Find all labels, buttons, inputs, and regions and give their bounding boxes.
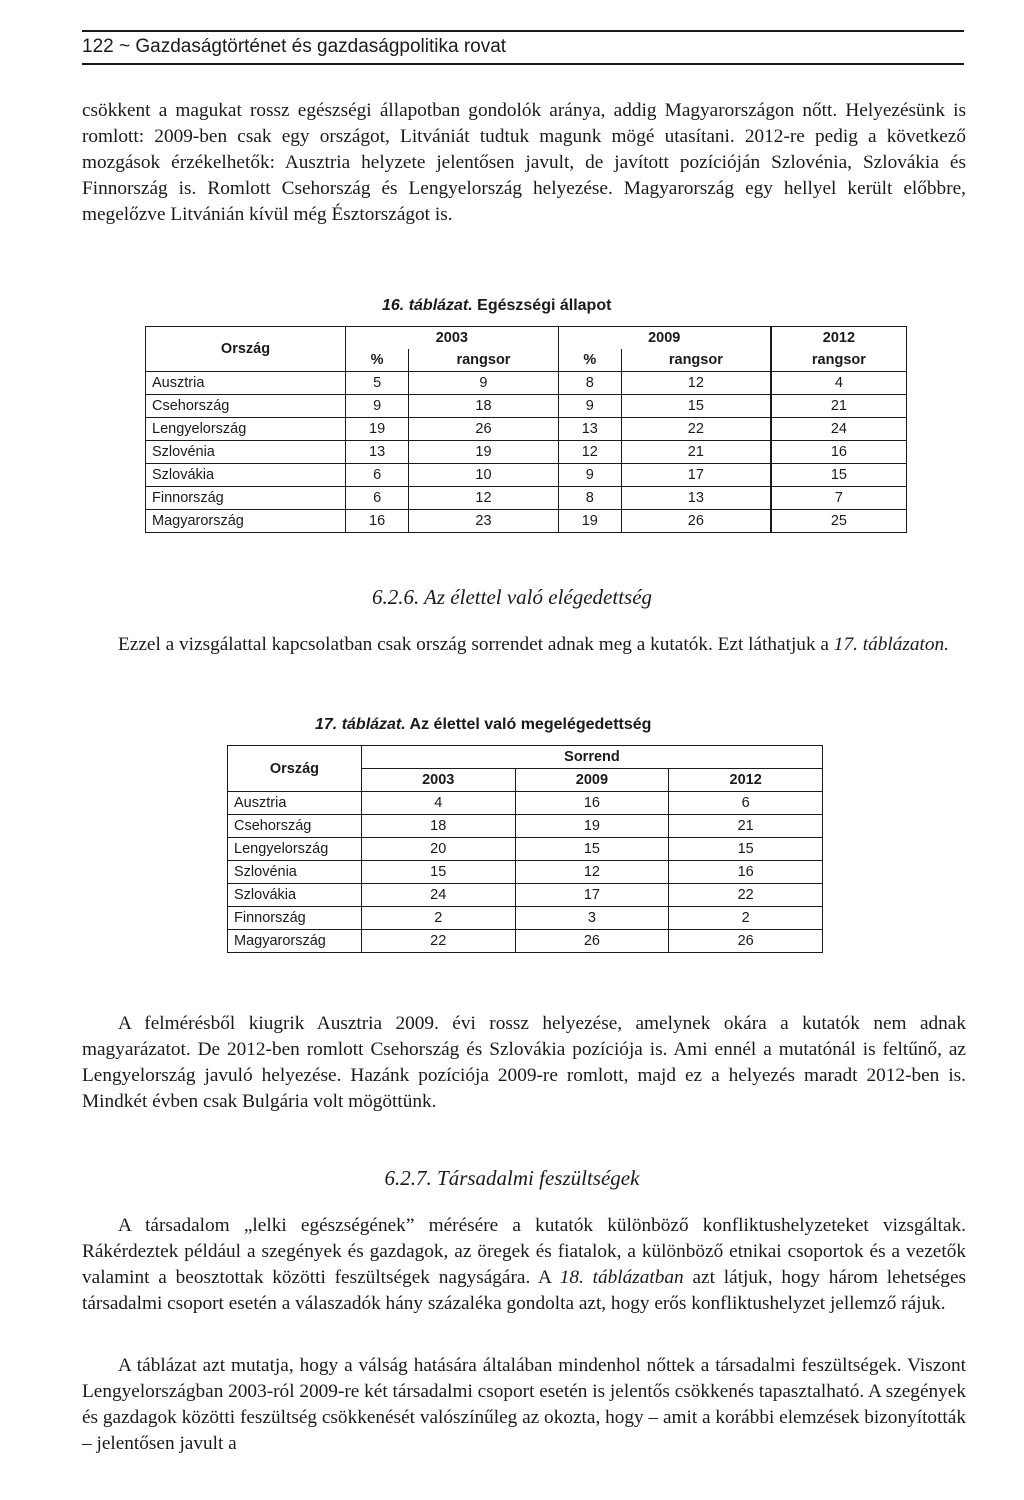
table17-cell-country: Csehország bbox=[228, 815, 362, 838]
table16-cell: 12 bbox=[409, 487, 558, 510]
table17-cell: 21 bbox=[669, 815, 823, 838]
table16-cell: 19 bbox=[558, 510, 621, 533]
table16-cell: 23 bbox=[409, 510, 558, 533]
table16-cell: 26 bbox=[621, 510, 770, 533]
table16-cell: 10 bbox=[409, 464, 558, 487]
table16-cell: 19 bbox=[346, 418, 409, 441]
table16-cell: 17 bbox=[621, 464, 770, 487]
table16-sub-rank-2003: rangsor bbox=[409, 349, 558, 372]
table16-header-2003: 2003 bbox=[346, 327, 559, 350]
table-row bbox=[228, 884, 823, 907]
table16-cell: 7 bbox=[771, 487, 907, 510]
table-row bbox=[228, 792, 823, 815]
table16-header-2009: 2009 bbox=[558, 327, 771, 350]
table16-sub-pct-2009: % bbox=[558, 349, 621, 372]
paragraph-text: A társadalom „lelki egészségének” mérésére a kutatók különböző konfliktushelyzeteket vizsgáltak. Rákérdeztek például a szegények és gazdagok, az öregek és fiatalok, a különböző etnikai csoportok és a vezetők valamint a beosztottak közötti feszültségek nagyságára. A bbox=[82, 1215, 966, 1288]
table16-caption bbox=[382, 297, 611, 315]
table16-cell: 9 bbox=[558, 395, 621, 418]
table17-cell: 15 bbox=[361, 861, 515, 884]
table16-cell: 21 bbox=[771, 395, 907, 418]
table16-cell: 8 bbox=[558, 487, 621, 510]
table17-cell-country: Szlovénia bbox=[228, 861, 362, 884]
table16-cell: 12 bbox=[621, 372, 770, 395]
paragraph-text: azt látjuk, hogy három lehetséges társadalmi csoport esetén a válaszadók hány százaléka gondolta azt, hogy erős konfliktushelyzet jellemző rájuk. bbox=[82, 1267, 967, 1314]
paragraph-social-tensions bbox=[82, 1213, 966, 1317]
table16-cell-country: Magyarország bbox=[146, 510, 346, 533]
table16-sub-rank-2012: rangsor bbox=[771, 349, 907, 372]
table18-reference: 18. táblázatban bbox=[559, 1267, 684, 1288]
table17-cell: 18 bbox=[361, 815, 515, 838]
table17-cell: 16 bbox=[515, 792, 669, 815]
table17-cell: 6 bbox=[669, 792, 823, 815]
table17-cell: 22 bbox=[669, 884, 823, 907]
table17-header-sorrend: Sorrend bbox=[361, 746, 822, 769]
table17 bbox=[227, 745, 823, 953]
table16-cell: 13 bbox=[346, 441, 409, 464]
table16-sub-rank-2009: rangsor bbox=[621, 349, 770, 372]
table16-cell: 15 bbox=[621, 395, 770, 418]
table17-header-2009: 2009 bbox=[515, 769, 669, 792]
table17-cell-country: Finnország bbox=[228, 907, 362, 930]
table16-cell: 8 bbox=[558, 372, 621, 395]
table17-cell-country: Magyarország bbox=[228, 930, 362, 953]
table17-cell: 16 bbox=[669, 861, 823, 884]
table17-cell: 2 bbox=[361, 907, 515, 930]
table16-caption-number: 16. táblázat. bbox=[382, 297, 473, 314]
paragraph-text: Ezzel a vizsgálattal kapcsolatban csak ország sorrendet adnak meg a kutatók. Ezt láthatjuk a bbox=[118, 634, 834, 655]
header-rule-bottom bbox=[82, 63, 964, 65]
table-row bbox=[146, 510, 907, 533]
table-row bbox=[228, 907, 823, 930]
table16-cell-country: Csehország bbox=[146, 395, 346, 418]
table17-header-country: Ország bbox=[228, 746, 362, 792]
table17-cell: 17 bbox=[515, 884, 669, 907]
table16 bbox=[145, 326, 907, 533]
table16-header-2012: 2012 bbox=[771, 327, 907, 350]
table16-cell: 25 bbox=[771, 510, 907, 533]
table16-cell: 16 bbox=[346, 510, 409, 533]
paragraph-crisis-effect: A táblázat azt mutatja, hogy a válság hatására általában mindenhol nőttek a társadalmi feszültségek. Viszont Lengyelországban 2003-ról 2009-re két társadalmi csoport esetén is jelentős csökkenés tapasztalható. A szegények és gazdagok közötti feszültség csökkenését valószínűleg az okozta, hogy – amit a korábbi elemzések bizonyították – jelentősen javult a bbox=[82, 1355, 966, 1454]
table17-cell: 19 bbox=[515, 815, 669, 838]
table17-cell: 20 bbox=[361, 838, 515, 861]
table16-header-country: Ország bbox=[146, 327, 346, 372]
table16-cell: 22 bbox=[621, 418, 770, 441]
table16-cell: 9 bbox=[409, 372, 558, 395]
table17-reference: 17. táblázaton. bbox=[833, 634, 949, 655]
table-row bbox=[228, 930, 823, 953]
section-heading-6-2-7: 6.2.7. Társadalmi feszültségek bbox=[384, 1166, 640, 1190]
table17-cell-country: Lengyelország bbox=[228, 838, 362, 861]
table16-caption-title: Egészségi állapot bbox=[472, 297, 612, 314]
table17-cell: 3 bbox=[515, 907, 669, 930]
table-row bbox=[146, 487, 907, 510]
table17-caption-title: Az élettel való megelégedettség bbox=[405, 716, 652, 733]
table17-cell: 15 bbox=[515, 838, 669, 861]
table16-sub-pct-2003: % bbox=[346, 349, 409, 372]
table-row bbox=[146, 464, 907, 487]
table17-header-2012: 2012 bbox=[669, 769, 823, 792]
table17-cell: 26 bbox=[515, 930, 669, 953]
table17-cell: 24 bbox=[361, 884, 515, 907]
table17-cell: 15 bbox=[669, 838, 823, 861]
table16-cell: 12 bbox=[558, 441, 621, 464]
table16-cell-country: Szlovénia bbox=[146, 441, 346, 464]
table16-cell: 21 bbox=[621, 441, 770, 464]
table16-cell-country: Finnország bbox=[146, 487, 346, 510]
table-row bbox=[228, 815, 823, 838]
table16-cell: 4 bbox=[771, 372, 907, 395]
paragraph-intro: csökkent a magukat rossz egészségi állapotban gondolók aránya, addig Magyarországon nőtt. Helyezésünk is romlott: 2009-ben csak egy országot, Litvániát tudtuk magunk mögé utasítani. 2012-re pedig a következő mozgások érzékelhetők: Ausztria helyzete jelentősen javult, de javított pozícióján Szlovénia, Szlovákia és Finnország is. Romlott Csehország és Lengyelország helyezése. Magyarország egy hellyel került előbbre, megelőzve Litvánián kívül még Észtországot is. bbox=[82, 100, 966, 225]
table17-cell: 26 bbox=[669, 930, 823, 953]
table17-caption-number: 17. táblázat. bbox=[315, 716, 406, 733]
table16-cell: 6 bbox=[346, 487, 409, 510]
table16-cell: 26 bbox=[409, 418, 558, 441]
table16-cell: 13 bbox=[558, 418, 621, 441]
table16-cell: 13 bbox=[621, 487, 770, 510]
table16-cell: 24 bbox=[771, 418, 907, 441]
table-row bbox=[146, 372, 907, 395]
header-rule-top bbox=[82, 30, 964, 32]
table17-cell: 22 bbox=[361, 930, 515, 953]
table16-cell: 15 bbox=[771, 464, 907, 487]
table16-cell: 6 bbox=[346, 464, 409, 487]
table16-cell: 18 bbox=[409, 395, 558, 418]
table17-cell-country: Szlovákia bbox=[228, 884, 362, 907]
table-row bbox=[228, 861, 823, 884]
table-row bbox=[146, 418, 907, 441]
paragraph-table17-intro bbox=[82, 632, 966, 658]
table16-cell-country: Szlovákia bbox=[146, 464, 346, 487]
table16-cell-country: Ausztria bbox=[146, 372, 346, 395]
table17-cell: 12 bbox=[515, 861, 669, 884]
table17-cell: 2 bbox=[669, 907, 823, 930]
table16-cell-country: Lengyelország bbox=[146, 418, 346, 441]
paragraph-table17-analysis: A felmérésből kiugrik Ausztria 2009. évi rossz helyezése, amelynek okára a kutatók nem adnak magyarázatot. De 2012-ben romlott Csehország és Szlovákia pozíciója is. Ami ennél a mutatónál is feltűnő, az Lengyelország javuló helyezése. Hazánk pozíciója 2009-re romlott, majd ez a helyezés maradt 2012-ben is. Mindkét évben csak Bulgária volt mögöttünk. bbox=[82, 1013, 966, 1112]
table16-cell: 9 bbox=[346, 395, 409, 418]
running-header: 122 ~ Gazdaságtörténet és gazdaságpolitika rovat bbox=[82, 36, 507, 57]
table16-cell: 16 bbox=[771, 441, 907, 464]
table16-cell: 9 bbox=[558, 464, 621, 487]
table16-cell: 5 bbox=[346, 372, 409, 395]
section-heading-6-2-6: 6.2.6. Az élettel való elégedettség bbox=[371, 585, 653, 609]
table-row bbox=[228, 838, 823, 861]
table-row bbox=[146, 395, 907, 418]
table17-cell-country: Ausztria bbox=[228, 792, 362, 815]
table-row bbox=[146, 441, 907, 464]
table17-header-2003: 2003 bbox=[361, 769, 515, 792]
table16-cell: 19 bbox=[409, 441, 558, 464]
table17-cell: 4 bbox=[361, 792, 515, 815]
table17-caption bbox=[315, 716, 651, 734]
